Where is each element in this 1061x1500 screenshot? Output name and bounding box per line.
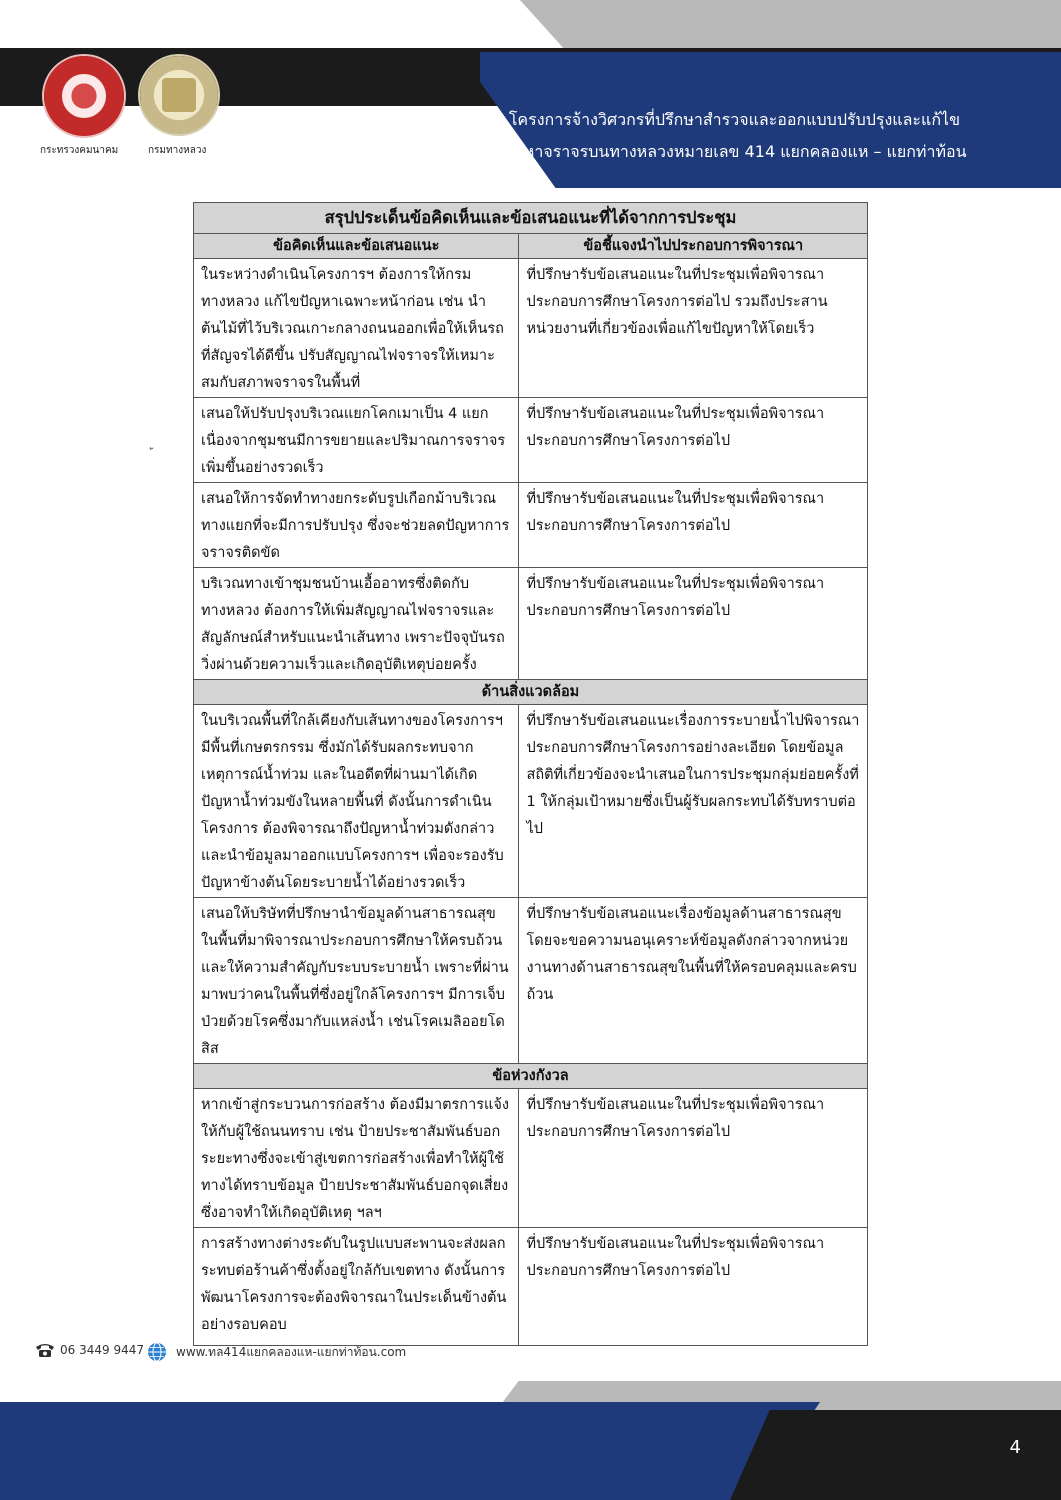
org-label-department: กรมทางหลวง [148, 145, 207, 156]
phone-icon [35, 1342, 55, 1358]
website-link[interactable]: www.ทล414แยกคลองแห-แยกท่าท้อน.com [176, 1345, 407, 1359]
phone-number: 06 3449 9447 [60, 1343, 144, 1357]
section-row-concerns [194, 1064, 868, 1089]
table-row [194, 398, 868, 483]
table-title-row [194, 203, 868, 234]
table-row [194, 259, 868, 398]
department-highways-logo [140, 56, 218, 134]
page-number: 4 [1009, 1437, 1021, 1458]
table-title: สรุปประเด็นข้อคิดเห็นและข้อเสนอแนะที่ได้จากการประชุม [194, 203, 868, 234]
response-cell: ที่ปรึกษารับข้อเสนอแนะในที่ประชุมเพื่อพิจารณาประกอบการศึกษาโครงการต่อไป [519, 483, 868, 568]
table-row [194, 898, 868, 1064]
response-cell: ที่ปรึกษารับข้อเสนอแนะในที่ประชุมเพื่อพิจารณาประกอบการศึกษาโครงการต่อไป [519, 1089, 868, 1228]
footer-blue-band [0, 1402, 820, 1500]
comment-cell: ในบริเวณพื้นที่ใกล้เคียงกับเส้นทางของโครงการฯ มีพื้นที่เกษตรกรรม ซึ่งมักได้รับผลกระทบจากเหตุการณ์น้ำท่วม และในอดีตที่ผ่านมาได้เกิดปัญหาน้ำท่วมขังในหลายพื้นที่ ดังนั้นการดำเนินโครงการ ต้องพิจารณาถึงปัญหาน้ำท่วมดังกล่าวและนำข้อมูลมาออกแบบโครงการฯ เพื่อจะรองรับปัญหาข้างต้นโดยระบายน้ำได้อย่างรวดเร็ว [194, 705, 519, 898]
table-row [194, 568, 868, 680]
project-title-line-2: ปัญหาจราจรบนทางหลวงหมายเลข 414 แยกคลองแห – แยกท่าท้อน [500, 142, 967, 161]
comment-cell: เสนอให้ปรับปรุงบริเวณแยกโคกเมาเป็น 4 แยก เนื่องจากชุมชนมีการขยายและปริมาณการจราจรเพิ่มขึ้นอย่างรวดเร็ว [194, 398, 519, 483]
column-header-comments: ข้อคิดเห็นและข้อเสนอแนะ [194, 234, 519, 259]
column-header-responses: ข้อชี้แจงนำไปประกอบการพิจารณา [519, 234, 868, 259]
ministry-transport-logo [44, 56, 124, 136]
section-row-environment [194, 680, 868, 705]
table-row [194, 1228, 868, 1346]
comment-cell: บริเวณทางเข้าชุมชนบ้านเอื้ออาทรซึ่งติดกับทางหลวง ต้องการให้เพิ่มสัญญาณไฟจราจรและสัญลักษณ์สำหรับแนะนำเส้นทาง เพราะปัจจุบันรถวิ่งผ่านด้วยความเร็วและเกิดอุบัติเหตุบ่อยครั้ง [194, 568, 519, 680]
section-heading-environment: ด้านสิ่งแวดล้อม [194, 680, 868, 705]
table-row [194, 705, 868, 898]
comment-cell: หากเข้าสู่กระบวนการก่อสร้าง ต้องมีมาตรการแจ้งให้กับผู้ใช้ถนนทราบ เช่น ป้ายประชาสัมพันธ์บอกระยะทางซึ่งจะเข้าสู่เขตการก่อสร้างเพื่อทำให้ผู้ใช้ทางได้ทราบข้อมูล ป้ายประชาสัมพันธ์บอกจุดเสี่ยงซึ่งอาจทำให้เกิดอุบัติเหตุ ฯลฯ [194, 1089, 519, 1228]
table-row [194, 483, 868, 568]
response-cell: ที่ปรึกษารับข้อเสนอแนะเรื่องข้อมูลด้านสาธารณสุขโดยจะขอความนอนุเคราะห์ข้อมูลดังกล่าวจากหน่วยงานทางด้านสาธารณสุขในพื้นที่ให้ครอบคลุมและครบถ้วน [519, 898, 868, 1064]
comment-cell: ในระหว่างดำเนินโครงการฯ ต้องการให้กรมทางหลวง แก้ไขปัญหาเฉพาะหน้าก่อน เช่น นำต้นไม้ที่ไว้บริเวณเกาะกลางถนนออกเพื่อให้เห็นรถที่สัญจรได้ดีขึ้น ปรับสัญญาณไฟจราจรให้เหมาะสมกับสภาพจราจรในพื้นที่ [194, 259, 519, 398]
comment-cell: เสนอให้การจัดทำทางยกระดับรูปเกือกม้าบริเวณทางแยกที่จะมีการปรับปรุง ซึ่งจะช่วยลดปัญหาการจราจรติดขัด [194, 483, 519, 568]
response-cell: ที่ปรึกษารับข้อเสนอแนะในที่ประชุมเพื่อพิจารณาประกอบการศึกษาโครงการต่อไป [519, 568, 868, 680]
table-header-row [194, 234, 868, 259]
response-cell: ที่ปรึกษารับข้อเสนอแนะในที่ประชุมเพื่อพิจารณาประกอบการศึกษาโครงการต่อไป [519, 398, 868, 483]
response-cell: ที่ปรึกษารับข้อเสนอแนะเรื่องการระบายน้ำไปพิจารณาประกอบการศึกษาโครงการอย่างละเอียด โดยข้อมูล สถิติที่เกี่ยวข้องจะนำเสนอในการประชุมกลุ่มย่อยครั้งที่ 1 ให้กลุ่มเป้าหมายซึ่งเป็นผู้รับผลกระทบได้รับทราบต่อไป [519, 705, 868, 898]
section-heading-concerns: ข้อห่วงกังวล [194, 1064, 868, 1089]
comment-cell: การสร้างทางต่างระดับในรูปแบบสะพานจะส่งผลกระทบต่อร้านค้าซึ่งตั้งอยู่ใกล้กับเขตทาง ดังนั้นการพัฒนาโครงการจะต้องพิจารณาในประเด็นข้างต้นอย่างรอบคอบ [194, 1228, 519, 1346]
summary-table [193, 202, 868, 1346]
table-row [194, 1089, 868, 1228]
project-title [500, 104, 967, 168]
response-cell: ที่ปรึกษารับข้อเสนอแนะในที่ประชุมเพื่อพิจารณาประกอบการศึกษาโครงการต่อไป รวมถึงประสานหน่วยงานที่เกี่ยวข้องเพื่อแก้ไขปัญหาให้โดยเร็ว [519, 259, 868, 398]
org-label-ministry: กระทรวงคมนาคม [40, 145, 119, 156]
comment-cell: เสนอให้บริษัทที่ปรึกษานำข้อมูลด้านสาธารณสุขในพื้นที่มาพิจารณาประกอบการศึกษาให้ครบถ้วนและให้ความสำคัญกับระบบระบายน้ำ เพราะที่ผ่านมาพบว่าคนในพื้นที่ซึ่งอยู่ใกล้โครงการฯ มีการเจ็บป่วยด้วยโรคซึ่งมากับแหล่งน้ำ เช่นโรคเมลิออยโดสิส [194, 898, 519, 1064]
project-title-line-1: โครงการจ้างวิศวกรที่ปรึกษาสำรวจและออกแบบปรับปรุงและแก้ไข [508, 110, 960, 129]
globe-icon [147, 1342, 167, 1362]
response-cell: ที่ปรึกษารับข้อเสนอแนะในที่ประชุมเพื่อพิจารณาประกอบการศึกษาโครงการต่อไป [519, 1228, 868, 1346]
